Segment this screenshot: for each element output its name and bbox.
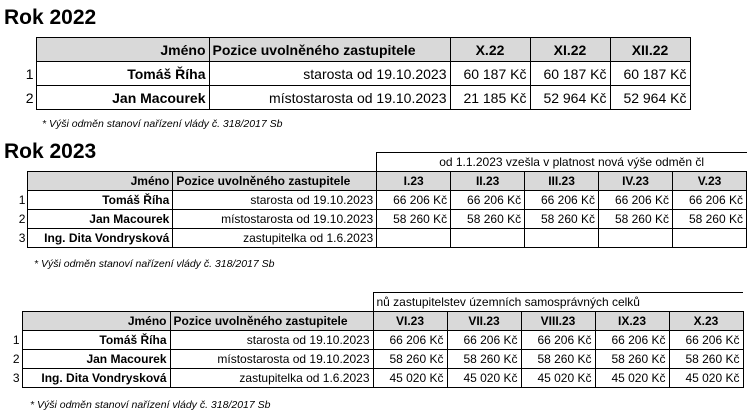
amount-cell: 45 020 Kč <box>521 369 595 388</box>
header-month: XII.22 <box>610 38 690 62</box>
header-month: X.22 <box>450 38 530 62</box>
amount-cell: 66 206 Kč <box>373 331 447 350</box>
header-name: Jméno <box>36 38 209 62</box>
row-number: 1 <box>25 65 34 82</box>
table-row <box>0 210 747 229</box>
amount-cell: 45 020 Kč <box>669 369 743 388</box>
header-name: Jméno <box>22 312 170 331</box>
amount-cell: 45 020 Kč <box>373 369 447 388</box>
header-month: I.23 <box>377 172 451 191</box>
amount-cell <box>599 229 673 248</box>
table-header-row <box>0 172 747 191</box>
table-row <box>0 86 690 110</box>
amount-cell: 45 020 Kč <box>447 369 521 388</box>
amount-cell <box>451 229 525 248</box>
amount-cell: 66 206 Kč <box>669 331 743 350</box>
table-2023-jun-oct <box>0 292 744 388</box>
person-name: Ing. Dita Vondrysková <box>22 369 170 388</box>
amount-cell: 58 260 Kč <box>599 210 673 229</box>
person-position: zastupitelka od 1.6.2023 <box>173 229 377 248</box>
table-row <box>0 369 743 388</box>
person-position: starosta od 19.10.2023 <box>209 62 450 86</box>
person-name: Ing. Dita Vondrysková <box>28 229 173 248</box>
row-number: 3 <box>18 231 26 245</box>
amount-cell <box>377 229 451 248</box>
row-number: 3 <box>12 371 20 385</box>
person-name: Tomáš Říha <box>22 331 170 350</box>
header-month: V.23 <box>673 172 747 191</box>
table-row <box>0 191 747 210</box>
table-2023-jan-may <box>0 152 747 248</box>
person-name: Jan Macourek <box>22 350 170 369</box>
amount-cell: 58 260 Kč <box>595 350 669 369</box>
header-month: II.23 <box>451 172 525 191</box>
header-position: Pozice uvolněného zastupitele <box>170 312 373 331</box>
amount-cell: 66 206 Kč <box>525 191 599 210</box>
banner-row <box>0 153 747 172</box>
amount-cell: 66 206 Kč <box>521 331 595 350</box>
header-position: Pozice uvolněného zastupitele <box>209 38 450 62</box>
amount-cell: 58 260 Kč <box>377 210 451 229</box>
header-month: VIII.23 <box>521 312 595 331</box>
header-month: VII.23 <box>447 312 521 331</box>
row-number: 1 <box>12 333 20 347</box>
amount-cell: 66 206 Kč <box>673 191 747 210</box>
person-position: místostarosta od 19.10.2023 <box>209 86 450 110</box>
table-2022 <box>0 37 691 110</box>
amount-cell: 58 260 Kč <box>669 350 743 369</box>
title-2023: Rok 2023 <box>4 140 97 163</box>
amount-cell: 66 206 Kč <box>377 191 451 210</box>
amount-cell: 60 187 Kč <box>610 62 690 86</box>
amount-cell: 58 260 Kč <box>673 210 747 229</box>
header-month: IX.23 <box>595 312 669 331</box>
banner-row <box>0 293 743 312</box>
amount-cell: 21 185 Kč <box>450 86 530 110</box>
header-month: III.23 <box>525 172 599 191</box>
person-name: Tomáš Říha <box>28 191 173 210</box>
amount-cell: 58 260 Kč <box>451 210 525 229</box>
footnote-2023-a: * Výši odměn stanoví nařízení vlády č. 318/2017 Sb <box>34 258 275 270</box>
validity-banner-continued: nů zastupitelstev územních samosprávných celků <box>373 293 743 312</box>
header-position: Pozice uvolněného zastupitele <box>173 172 377 191</box>
table-row <box>0 331 743 350</box>
amount-cell: 58 260 Kč <box>447 350 521 369</box>
amount-cell: 52 964 Kč <box>610 86 690 110</box>
person-position: místostarosta od 19.10.2023 <box>170 350 373 369</box>
header-month: IV.23 <box>599 172 673 191</box>
person-position: starosta od 19.10.2023 <box>170 331 373 350</box>
footnote-2022: * Výši odměn stanoví nařízení vlády č. 318/2017 Sb <box>42 118 283 130</box>
header-month: VI.23 <box>373 312 447 331</box>
amount-cell: 66 206 Kč <box>595 331 669 350</box>
amount-cell: 66 206 Kč <box>447 331 521 350</box>
amount-cell <box>525 229 599 248</box>
person-position: zastupitelka od 1.6.2023 <box>170 369 373 388</box>
validity-banner: od 1.1.2023 vzešla v platnost nová výše odměn čl <box>377 153 747 172</box>
amount-cell: 66 206 Kč <box>599 191 673 210</box>
table-row <box>0 350 743 369</box>
header-month: X.23 <box>669 312 743 331</box>
table-header-row <box>0 312 743 331</box>
person-name: Jan Macourek <box>28 210 173 229</box>
row-number: 2 <box>25 89 34 106</box>
amount-cell: 45 020 Kč <box>595 369 669 388</box>
title-2022: Rok 2022 <box>4 6 97 29</box>
table-row <box>0 62 690 86</box>
footnote-2023-b: * Výši odměn stanoví nařízení vlády č. 318/2017 Sb <box>30 399 271 411</box>
person-name: Jan Macourek <box>36 86 209 110</box>
person-name: Tomáš Říha <box>36 62 209 86</box>
header-month: XI.22 <box>530 38 610 62</box>
person-position: starosta od 19.10.2023 <box>173 191 377 210</box>
amount-cell: 58 260 Kč <box>525 210 599 229</box>
amount-cell: 52 964 Kč <box>530 86 610 110</box>
header-name: Jméno <box>28 172 173 191</box>
amount-cell: 60 187 Kč <box>450 62 530 86</box>
amount-cell: 58 260 Kč <box>373 350 447 369</box>
amount-cell: 58 260 Kč <box>521 350 595 369</box>
amount-cell: 60 187 Kč <box>530 62 610 86</box>
row-number: 2 <box>12 352 20 366</box>
table-row <box>0 229 747 248</box>
person-position: místostarosta od 19.10.2023 <box>173 210 377 229</box>
amount-cell <box>673 229 747 248</box>
table-header-row <box>0 38 690 62</box>
row-number: 2 <box>18 212 26 226</box>
row-number: 1 <box>18 193 26 207</box>
amount-cell: 66 206 Kč <box>451 191 525 210</box>
